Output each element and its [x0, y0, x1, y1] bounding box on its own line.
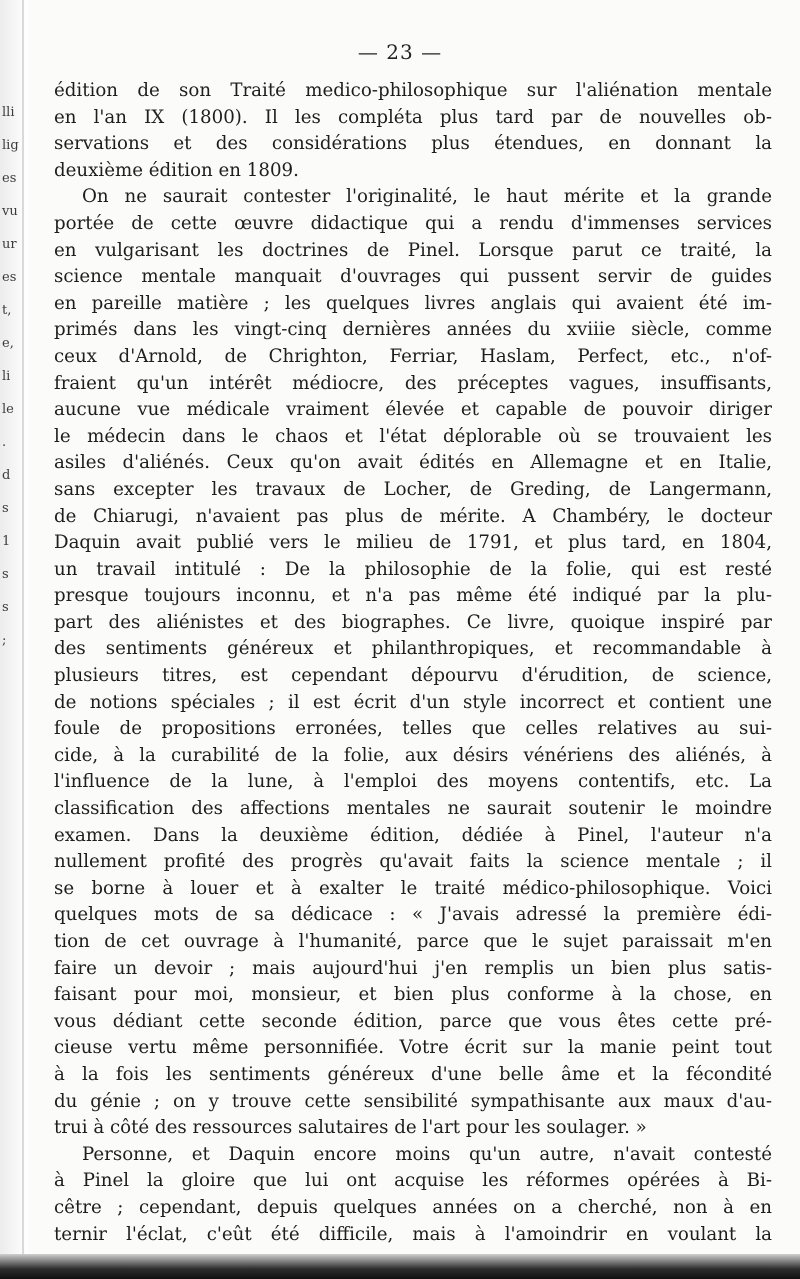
- text-line-44: ternir l'éclat, c'eût été difficile, mais à l'amoindrir en voulant la: [54, 1223, 772, 1245]
- text-line-20: presque toujours inconnu, et n'a pas même été indiqué par la plu-: [54, 585, 772, 607]
- text-line-35: faisant pour moi, monsieur, et bien plus conforme à la chose, en: [54, 984, 772, 1006]
- text-line-37: cieuse vertu même personnifiée. Votre écrit sur la manie peint tout: [54, 1037, 772, 1059]
- facing-page-fragments: lli lig es vu ur es t, e, li le . d s 1 s s ;: [2, 105, 19, 648]
- text-line-22: des sentiments généreux et philanthropiques, et recommandable à: [54, 638, 772, 660]
- text-line-8: science mentale manquait d'ouvrages qui pussent servir de guides: [54, 266, 772, 288]
- page-number: — 23 —: [357, 40, 443, 64]
- text-line-16: sans excepter les travaux de Locher, de Greding, de Langermann,: [54, 478, 772, 500]
- text-line-32: quelques mots de sa dédicace : « J'avais adressé la première édi-: [54, 904, 772, 926]
- text-line-43: cêtre ; cependant, depuis quelques années on a cherché, non à en: [54, 1196, 772, 1218]
- text-line-24: de notions spéciales ; il est écrit d'un style incorrect et contient une: [54, 691, 772, 713]
- text-line-14: le médecin dans le chaos et l'état déplorable où se trouvaient les: [54, 425, 772, 447]
- text-line-36: vous dédiant cette seconde édition, parce que vous êtes cette pré-: [54, 1010, 772, 1032]
- text-line-42: à Pinel la gloire que lui ont acquise les réformes opérées à Bi-: [54, 1170, 772, 1192]
- text-line-12: fraient qu'un intérêt médiocre, des préceptes vagues, insuffisants,: [54, 372, 772, 394]
- text-line-4: deuxième édition en 1809.: [54, 159, 299, 181]
- text-line-21: part des aliénistes et des biographes. Ce livre, quoique inspiré par: [54, 611, 772, 633]
- text-line-15: asiles d'aliénés. Ceux qu'on avait édités en Allemagne et en Italie,: [54, 452, 772, 474]
- text-line-30: nullement profité des progrès qu'avait faits la science mentale ; il: [54, 851, 772, 873]
- text-line-40: trui à côté des ressources salutaires de l'art pour les soulager. »: [54, 1117, 647, 1139]
- text-line-31: se borne à louer et à exalter le traité médico-philosophique. Voici: [54, 877, 772, 899]
- text-line-27: l'influence de la lune, à l'emploi des moyens contentifs, etc. La: [54, 771, 772, 793]
- text-line-25: foule de propositions erronées, telles que celles relatives au sui-: [54, 718, 772, 740]
- text-line-41: Personne, et Daquin encore moins qu'un autre, n'avait contesté: [82, 1143, 772, 1165]
- text-line-5: On ne saurait contester l'originalité, le haut mérite et la grande: [82, 186, 772, 208]
- text-line-18: Daquin avait publié vers le milieu de 1791, et plus tard, en 1804,: [54, 532, 772, 554]
- text-line-7: en vulgarisant les doctrines de Pinel. Lorsque parut ce traité, la: [54, 239, 772, 261]
- scan-bottom-edge: [0, 1254, 800, 1279]
- text-line-2: en l'an IX (1800). Il les compléta plus tard par de nouvelles ob-: [54, 106, 772, 128]
- text-line-33: tion de cet ouvrage à l'humanité, parce que le sujet paraissait m'en: [54, 931, 772, 952]
- text-line-28: classification des affections mentales ne saurait soutenir le moindre: [54, 798, 772, 820]
- text-line-39: du génie ; on y trouve cette sensibilité sympathisante aux maux d'au-: [54, 1090, 772, 1112]
- text-line-6: portée de cette œuvre didactique qui a rendu d'immenses services: [54, 212, 772, 234]
- text-line-9: en pareille matière ; les quelques livres anglais qui avaient été im-: [54, 292, 772, 314]
- text-line-10: primés dans les vingt-cinq dernières années du xviiie siècle, comme: [54, 319, 772, 341]
- text-line-23: plusieurs titres, est cependant dépourvu d'érudition, de science,: [54, 665, 772, 687]
- text-line-34: faire un devoir ; mais aujourd'hui j'en remplis un bien plus satis-: [54, 957, 772, 979]
- text-line-3: servations et des considérations plus étendues, en donnant la: [54, 133, 772, 155]
- text-line-11: ceux d'Arnold, de Chrighton, Ferriar, Haslam, Perfect, etc., n'of-: [54, 345, 772, 367]
- gutter-line: [22, 0, 24, 1279]
- text-line-17: de Chiarugi, n'avaient pas plus de mérite. A Chambéry, le docteur: [54, 505, 772, 527]
- text-line-38: à la fois les sentiments généreux d'une belle âme et la fécondité: [54, 1063, 772, 1085]
- text-line-29: examen. Dans la deuxième édition, dédiée à Pinel, l'auteur n'a: [54, 824, 772, 846]
- text-line-26: cide, à la curabilité de la folie, aux désirs vénériens des aliénés, à: [54, 744, 772, 766]
- text-line-1: édition de son Traité medico-philosophique sur l'aliénation mentale: [54, 80, 772, 101]
- text-line-13: aucune vue médicale vraiment élevée et capable de pouvoir diriger: [54, 399, 772, 421]
- body-text: [54, 78, 772, 1248]
- text-line-19: un travail intitulé : De la philosophie de la folie, qui est resté: [54, 558, 772, 580]
